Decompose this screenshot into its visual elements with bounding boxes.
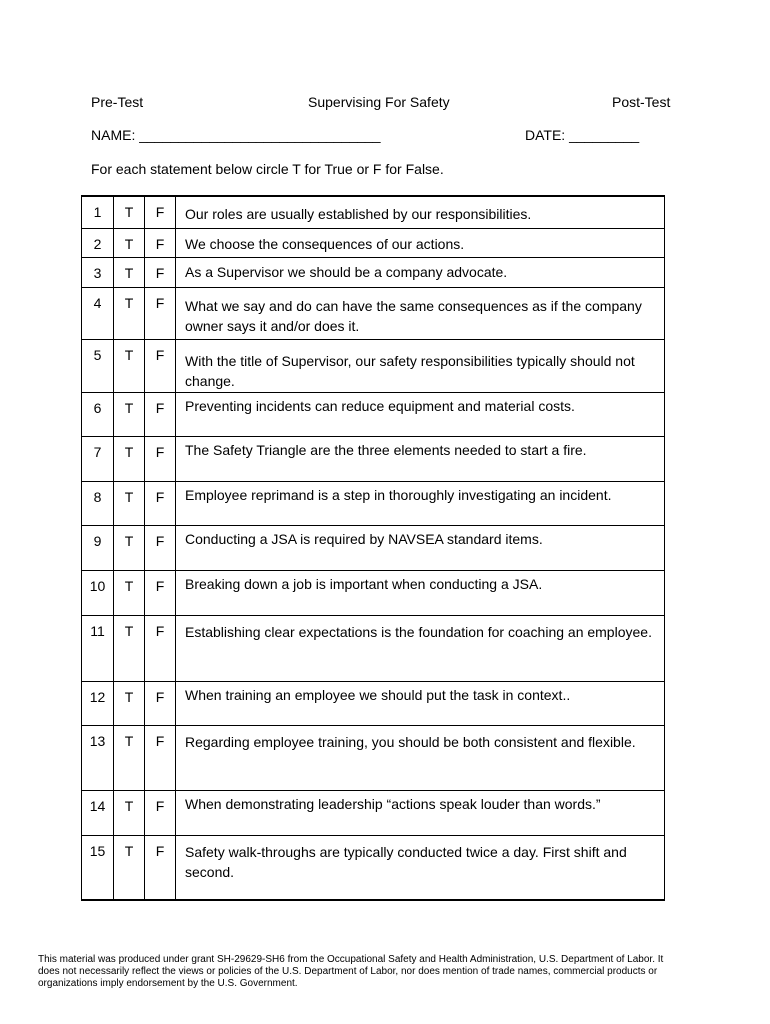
question-statement: As a Supervisor we should be a company advocate.	[185, 264, 508, 280]
question-statement: Regarding employee training, you should be both consistent and flexible.	[185, 734, 636, 750]
false-option[interactable]: F	[145, 836, 176, 899]
question-number: 15	[82, 836, 114, 899]
question-row	[81, 526, 665, 571]
question-row	[81, 288, 665, 340]
question-statement: Safety walk-throughs are typically conducted twice a day. First shift and second.	[185, 844, 627, 880]
true-option[interactable]: T	[114, 682, 145, 725]
true-option[interactable]: T	[114, 482, 145, 525]
true-option[interactable]: T	[114, 258, 145, 287]
question-statement: What we say and do can have the same consequences as if the company owner says it and/or does it.	[185, 298, 642, 334]
false-option[interactable]: F	[145, 791, 176, 835]
question-number: 6	[82, 393, 114, 436]
question-statement: With the title of Supervisor, our safety responsibilities typically should not change.	[185, 353, 635, 389]
false-option[interactable]: F	[145, 258, 176, 287]
question-number: 2	[82, 229, 114, 257]
question-row	[81, 258, 665, 288]
true-option[interactable]: T	[114, 340, 145, 392]
question-row	[81, 836, 665, 901]
question-statement: The Safety Triangle are the three elements needed to start a fire.	[185, 442, 587, 458]
false-option[interactable]: F	[145, 682, 176, 725]
true-option[interactable]: T	[114, 288, 145, 339]
false-option[interactable]: F	[145, 482, 176, 525]
question-number: 10	[82, 571, 114, 615]
true-option[interactable]: T	[114, 393, 145, 436]
false-option[interactable]: F	[145, 726, 176, 790]
false-option[interactable]: F	[145, 526, 176, 570]
question-statement: Preventing incidents can reduce equipment and material costs.	[185, 398, 575, 414]
false-option[interactable]: F	[145, 616, 176, 681]
true-option[interactable]: T	[114, 526, 145, 570]
question-number: 14	[82, 791, 114, 835]
question-number: 4	[82, 288, 114, 339]
instructions: For each statement below circle T for True or F for False.	[91, 161, 444, 177]
question-row	[81, 393, 665, 437]
question-number: 1	[82, 197, 114, 228]
false-option[interactable]: F	[145, 437, 176, 481]
true-option[interactable]: T	[114, 197, 145, 228]
true-option[interactable]: T	[114, 616, 145, 681]
question-row	[81, 340, 665, 393]
question-row	[81, 482, 665, 526]
question-number: 13	[82, 726, 114, 790]
question-statement: Our roles are usually established by our responsibilities.	[185, 206, 532, 222]
question-row	[81, 195, 665, 229]
question-row	[81, 229, 665, 258]
pre-test-label: Pre-Test	[91, 94, 144, 110]
true-option[interactable]: T	[114, 726, 145, 790]
true-option[interactable]: T	[114, 437, 145, 481]
question-statement: Conducting a JSA is required by NAVSEA standard items.	[185, 531, 543, 547]
question-number: 5	[82, 340, 114, 392]
false-option[interactable]: F	[145, 288, 176, 339]
question-row	[81, 437, 665, 482]
question-statement: When training an employee we should put the task in context..	[185, 687, 571, 703]
date-field[interactable]: DATE: _________	[525, 127, 640, 143]
question-number: 7	[82, 437, 114, 481]
question-number: 12	[82, 682, 114, 725]
question-row	[81, 791, 665, 836]
true-option[interactable]: T	[114, 571, 145, 615]
question-number: 3	[82, 258, 114, 287]
false-option[interactable]: F	[145, 197, 176, 228]
question-statement: We choose the consequences of our actions.	[185, 236, 465, 252]
question-number: 9	[82, 526, 114, 570]
question-row	[81, 616, 665, 682]
question-statement: Establishing clear expectations is the foundation for coaching an employee.	[185, 624, 652, 640]
post-test-label: Post-Test	[612, 94, 671, 110]
footer-disclaimer: This material was produced under grant SH-29629-SH6 from the Occupational Safety and Health Administration, U.S. Department of Labor. It does not necessarily reflect the views or policies of the U.S. Department of Labor, nor does mention of trade names, commercial products or organizations imply endorsement by the U.S. Government.	[38, 954, 664, 989]
false-option[interactable]: F	[145, 571, 176, 615]
question-number: 11	[82, 616, 114, 681]
question-number: 8	[82, 482, 114, 525]
false-option[interactable]: F	[145, 393, 176, 436]
true-option[interactable]: T	[114, 836, 145, 899]
question-statement: When demonstrating leadership “actions speak louder than words.”	[185, 796, 601, 812]
question-statement: Employee reprimand is a step in thoroughly investigating an incident.	[185, 487, 612, 503]
question-row	[81, 726, 665, 791]
question-row	[81, 682, 665, 726]
question-statement: Breaking down a job is important when conducting a JSA.	[185, 576, 543, 592]
false-option[interactable]: F	[145, 229, 176, 257]
name-field[interactable]: NAME: _______________________________	[91, 127, 381, 143]
false-option[interactable]: F	[145, 340, 176, 392]
true-option[interactable]: T	[114, 791, 145, 835]
true-option[interactable]: T	[114, 229, 145, 257]
question-row	[81, 571, 665, 616]
page-title: Supervising For Safety	[308, 94, 450, 110]
